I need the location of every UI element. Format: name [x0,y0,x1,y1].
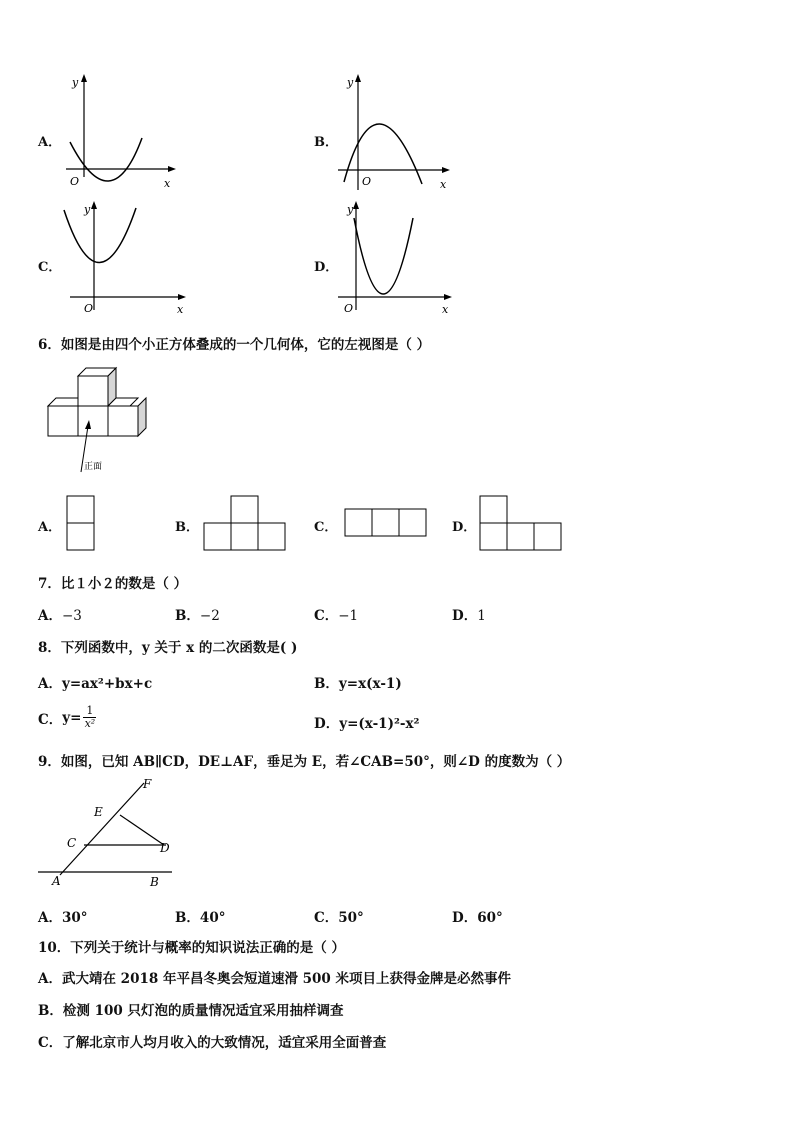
svg-text:C: C [67,836,77,850]
q10-option-b[interactable]: B．检测 100 只灯泡的质量情况适宜采用抽样调查 [38,1003,344,1019]
q7-stem: 7．比１小２的数是（ ） [38,576,188,592]
q8-stem: 8．下列函数中，y 关于 x 的二次函数是( ) [38,640,298,656]
svg-text:B: B [150,875,159,889]
q5-graph-d [334,198,459,318]
q5-graph-b [334,72,456,197]
q6-option-d-label[interactable]: D． [452,520,477,535]
svg-text:O: O [84,302,94,315]
q9-stem: 9．如图，已知 AB∥CD，DE⊥AF，垂足为 E，若∠CAB=50°，则∠D 的度数为（ ） [38,754,571,770]
svg-text:y: y [84,203,91,216]
q10-stem: 10．下列关于统计与概率的知识说法正确的是（ ） [38,940,345,956]
svg-text:y: y [347,76,354,89]
q7-option-d[interactable]: D．1 [452,608,486,624]
svg-text:x: x [442,303,449,316]
svg-text:正面: 正面 [84,462,103,472]
fraction: $\frac{1}{\text{x²}}$ [84,704,96,730]
q6-option-c-label[interactable]: C． [314,520,338,535]
q9-option-c[interactable]: C．50° [314,910,364,926]
q6-option-a-figure [66,495,96,553]
q9-option-d[interactable]: D．60° [452,910,503,926]
svg-text:x: x [164,177,171,190]
q7-option-b[interactable]: B．−2 [175,608,220,624]
svg-text:E: E [94,805,103,819]
svg-text:A: A [52,874,61,888]
svg-text:x: x [440,178,447,191]
q10-option-a[interactable]: A．武大靖在 2018 年平昌冬奥会短道速滑 500 米项目上获得金牌是必然事件 [38,971,512,987]
q8-option-a[interactable]: A．y=ax²+bx+c [38,676,153,692]
q6-option-b-label[interactable]: B． [175,520,199,535]
q8-option-d[interactable]: D．y=(x-1)²-x² [314,716,420,732]
q7-option-a[interactable]: A．−3 [38,608,82,624]
q5-option-a-label[interactable]: A． [38,135,62,150]
svg-text:O: O [344,302,354,315]
svg-text:O: O [362,175,372,188]
q6-stem: 6．如图是由四个小正方体叠成的一个几何体，它的左视图是（ ） [38,337,431,353]
q6-option-b-figure [203,495,289,553]
svg-text:y: y [347,203,354,216]
q6-option-a-label[interactable]: A． [38,520,62,535]
q9-option-a[interactable]: A．30° [38,910,88,926]
q7-option-c[interactable]: C．−1 [314,608,359,624]
svg-text:x: x [177,303,184,316]
q10-option-c[interactable]: C．了解北京市人均月收入的大致情况，适宜采用全面普查 [38,1035,387,1051]
svg-text:y: y [72,76,79,89]
q9-geometry-figure [36,775,176,891]
q6-option-d-figure [479,495,565,553]
q5-option-d-label[interactable]: D． [314,260,339,275]
q8-option-c[interactable]: C． y= $\frac{1}{\text{x²}}$ [38,704,96,730]
q9-option-b[interactable]: B．40° [175,910,226,926]
q5-graph-a [60,72,180,197]
q6-cube-figure [44,366,152,478]
q6-option-c-figure [344,508,430,538]
q5-option-c-label[interactable]: C． [38,260,62,275]
q5-graph-c [62,198,190,318]
q5-option-b-label[interactable]: B． [314,135,338,150]
svg-text:O: O [70,175,80,188]
q8-option-b[interactable]: B．y=x(x-1) [314,676,402,692]
svg-text:F: F [143,777,152,791]
svg-text:D: D [160,841,170,855]
